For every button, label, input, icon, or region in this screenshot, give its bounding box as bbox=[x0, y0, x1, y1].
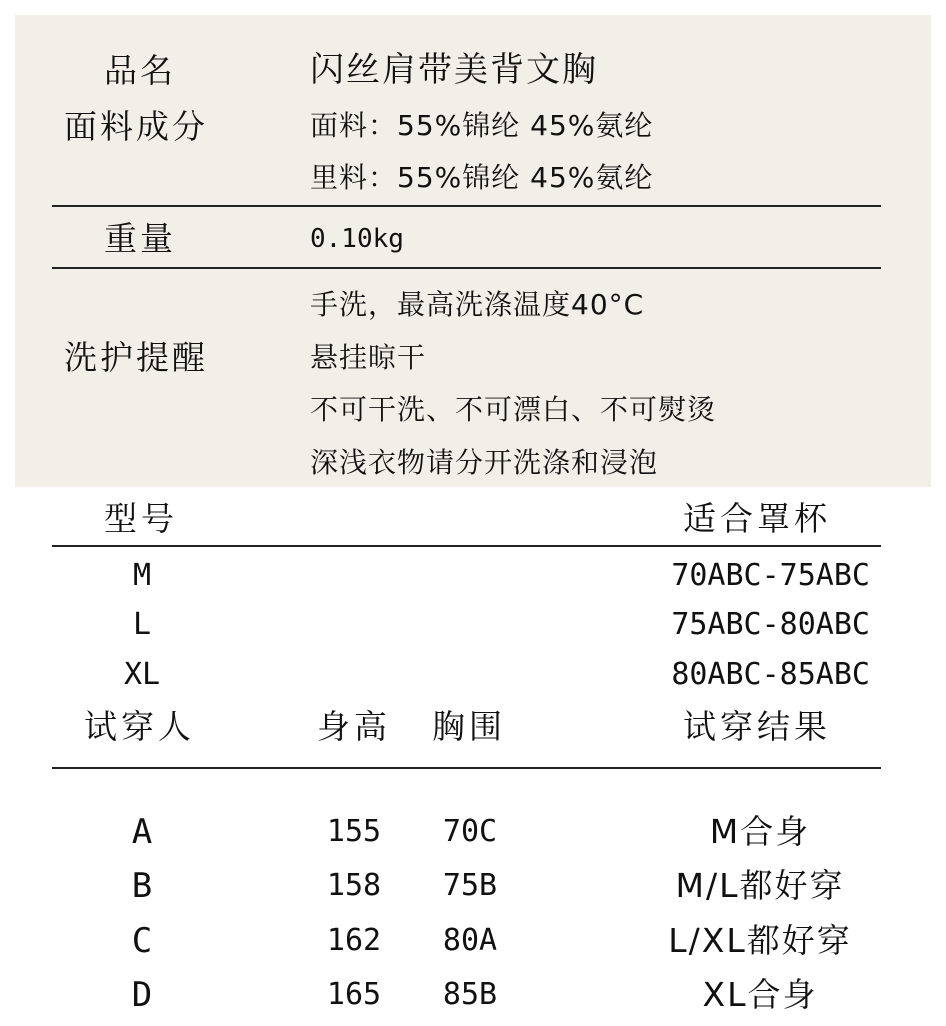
fit-result: L/XL都好穿 bbox=[668, 921, 852, 960]
product-name-value: 闪丝肩带美背文胸 bbox=[310, 50, 598, 90]
cup-range: 80ABC-85ABC bbox=[671, 657, 870, 692]
size-column-header: 型号 bbox=[104, 499, 178, 538]
fabric-outer-value: 面料：55%锦纶 45%氨纶 bbox=[310, 109, 654, 142]
care-line: 深浅衣物请分开洗涤和浸泡 bbox=[310, 446, 659, 479]
fit-result: XL合身 bbox=[702, 975, 818, 1014]
fit-result: M/L都好穿 bbox=[675, 866, 845, 905]
size-code: L bbox=[132, 607, 152, 642]
weight-label: 重量 bbox=[104, 219, 176, 258]
care-line: 手洗，最高洗涤温度40°C bbox=[310, 288, 645, 321]
tester-bust: 85B bbox=[442, 977, 498, 1012]
tester-bust: 70C bbox=[442, 814, 498, 849]
weight-value: 0.10kg bbox=[310, 224, 404, 254]
tester-height: 165 bbox=[326, 977, 382, 1012]
tester-id: A bbox=[131, 812, 153, 852]
divider-line bbox=[52, 767, 881, 769]
person-column-header: 试穿人 bbox=[84, 707, 195, 746]
divider-line bbox=[52, 205, 881, 207]
size-code: XL bbox=[123, 657, 161, 692]
bust-column-header: 胸围 bbox=[432, 707, 506, 746]
care-line: 不可干洗、不可漂白、不可熨烫 bbox=[310, 393, 717, 426]
product-name-label: 品名 bbox=[104, 51, 176, 90]
divider-line bbox=[52, 545, 881, 547]
tester-id: C bbox=[131, 921, 153, 961]
care-line: 悬挂晾干 bbox=[310, 341, 427, 374]
tester-bust: 80A bbox=[442, 923, 498, 958]
tester-height: 158 bbox=[326, 868, 382, 903]
tester-id: D bbox=[131, 975, 153, 1015]
tester-height: 162 bbox=[326, 923, 382, 958]
fabric-lining-value: 里料：55%锦纶 45%氨纶 bbox=[310, 161, 654, 194]
cup-range: 70ABC-75ABC bbox=[671, 558, 870, 593]
result-column-header: 试穿结果 bbox=[683, 707, 831, 746]
size-code: M bbox=[132, 558, 152, 593]
tester-bust: 75B bbox=[442, 868, 498, 903]
care-label: 洗护提醒 bbox=[64, 338, 208, 377]
tester-height: 155 bbox=[326, 814, 382, 849]
cup-column-header: 适合罩杯 bbox=[683, 499, 831, 538]
tester-id: B bbox=[131, 866, 153, 906]
height-column-header: 身高 bbox=[317, 707, 391, 746]
divider-line bbox=[52, 267, 881, 269]
fabric-label: 面料成分 bbox=[64, 107, 208, 146]
fit-result: M合身 bbox=[709, 812, 811, 851]
cup-range: 75ABC-80ABC bbox=[671, 607, 870, 642]
